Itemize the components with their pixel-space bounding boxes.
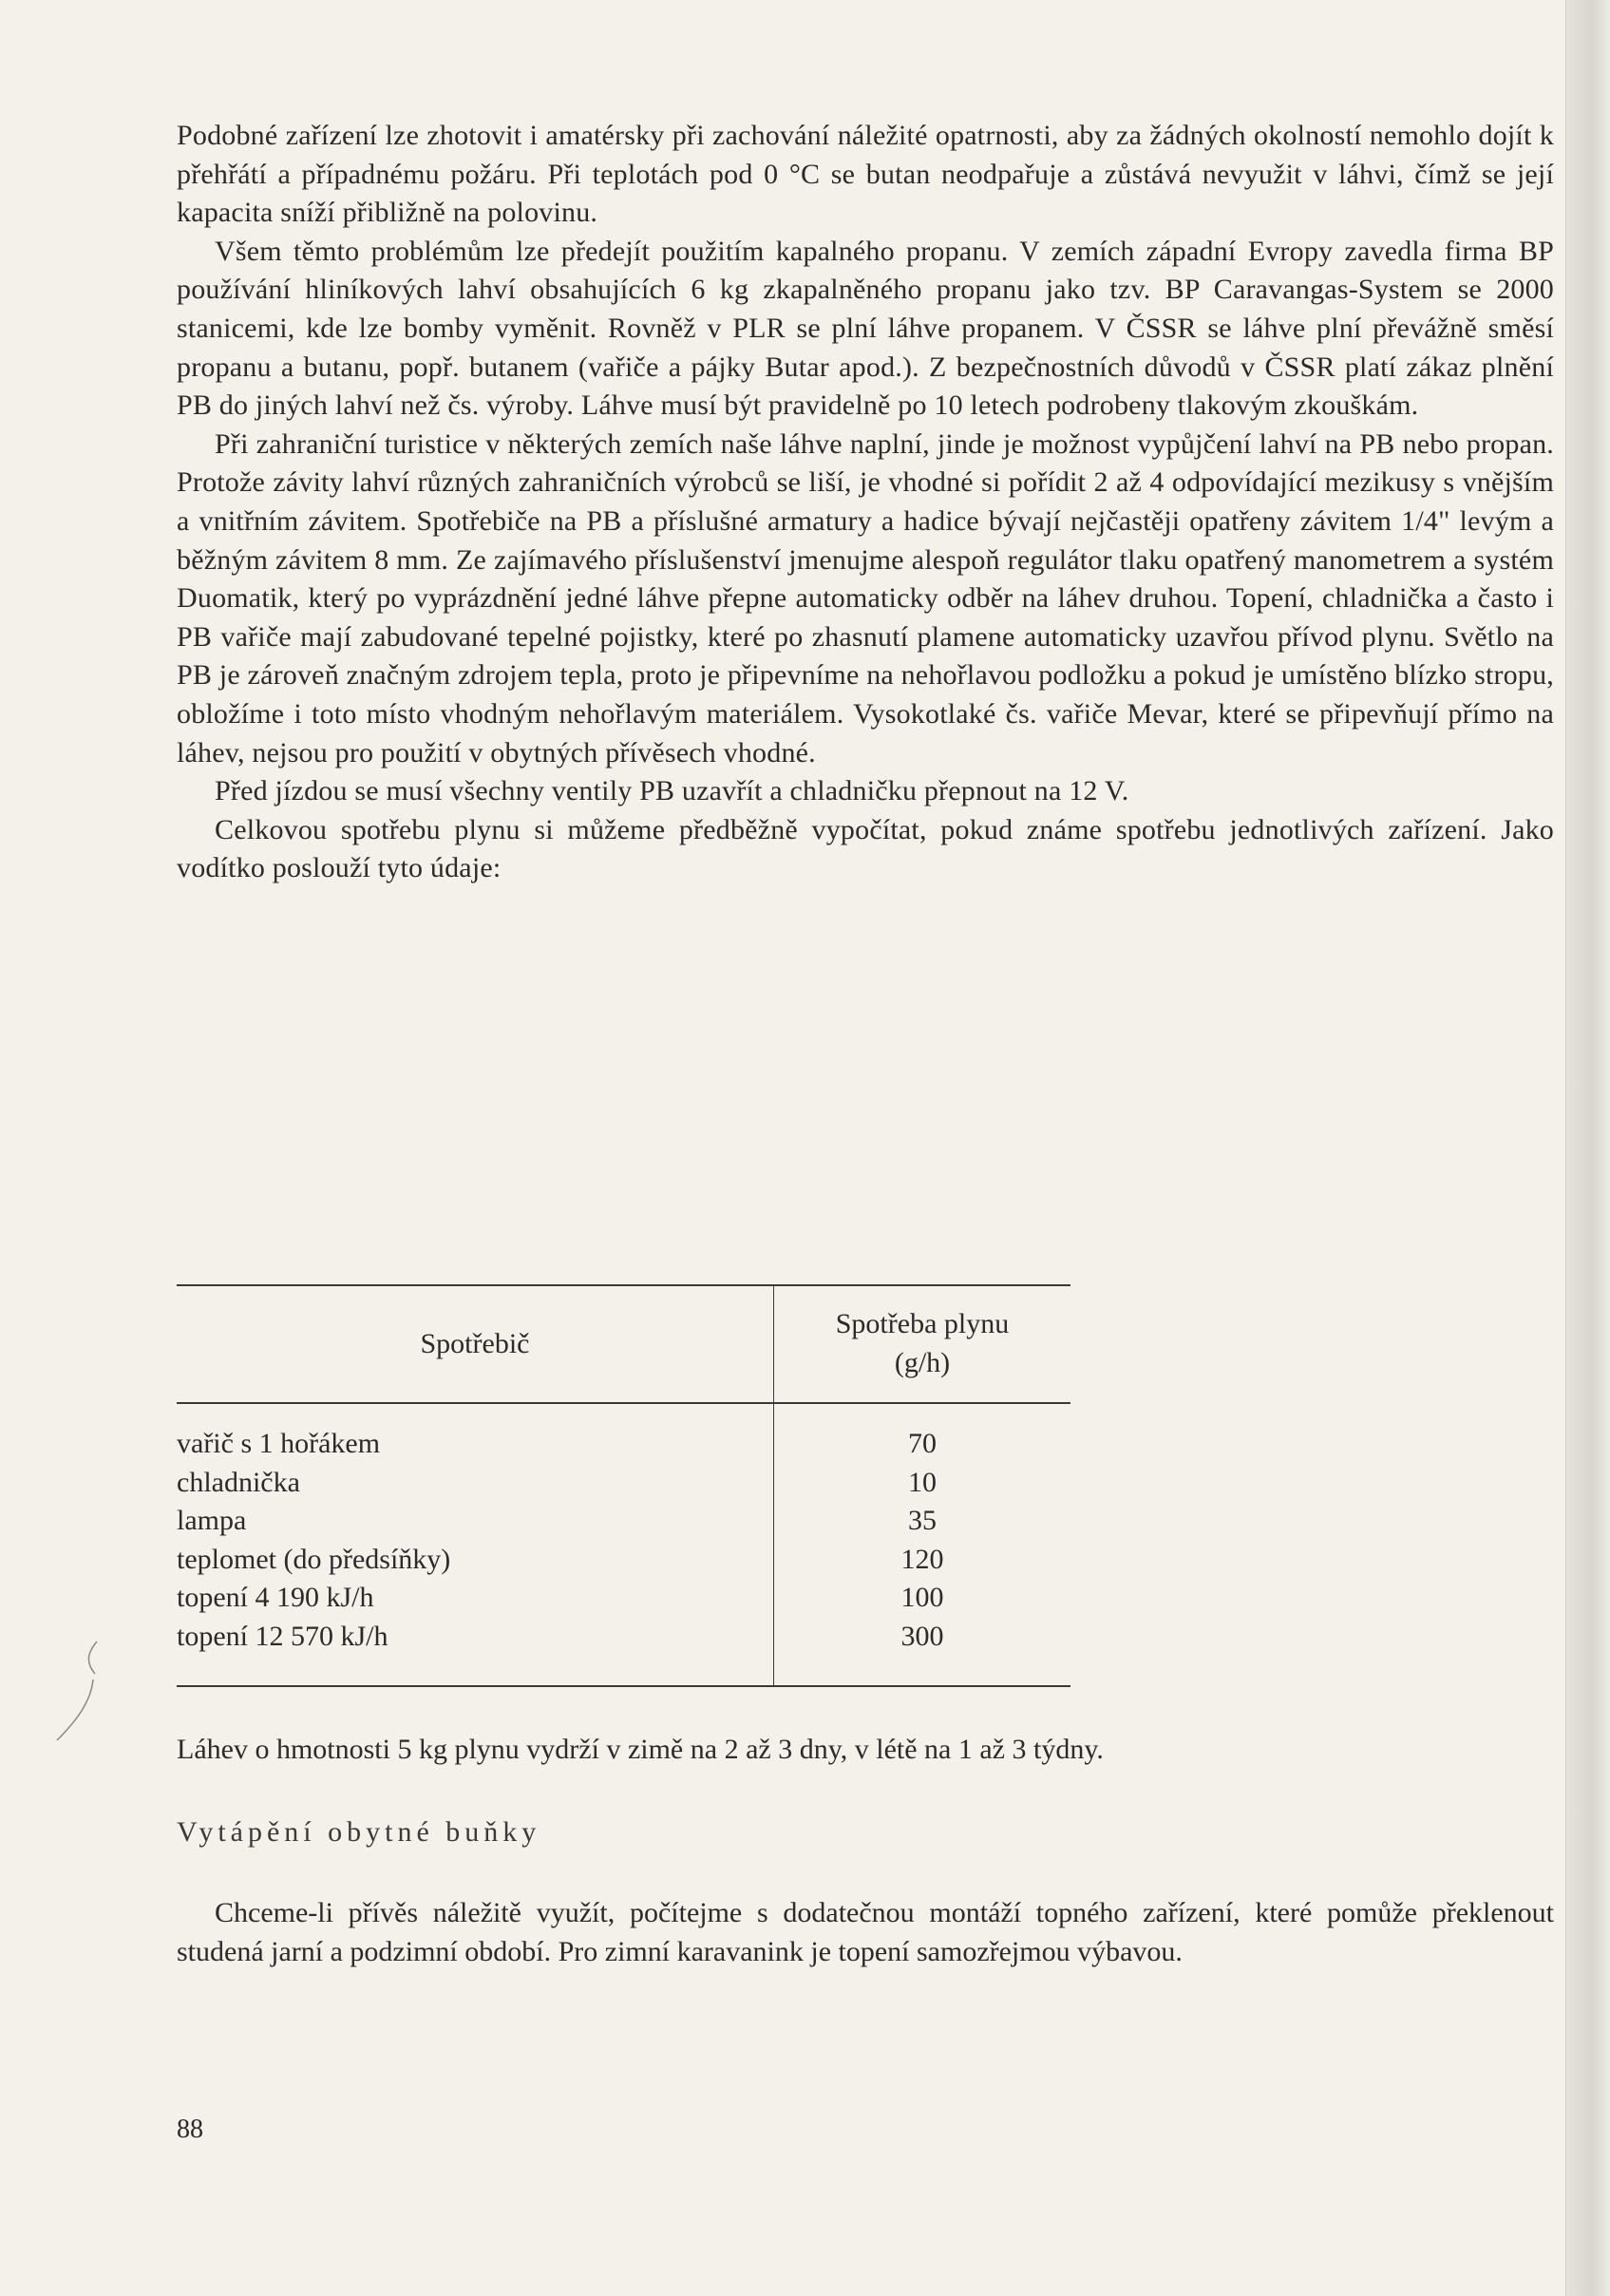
table-row: [177, 1464, 1070, 1503]
consumption-value: 35: [908, 1505, 937, 1537]
page-edge: [1565, 0, 1610, 2296]
consumption-value: 300: [774, 1618, 1071, 1686]
table-row: [177, 1541, 1070, 1580]
pencil-mark-icon: [49, 1634, 125, 1748]
paragraph: Všem těmto problémům lze předejít použitím kapalného propanu. V zemích západní Evropy zavedla firma BP používání hliníkových lahví obsahujících 6 kg zkapalněného propanu jako tzv. BP Caravangas-System se 2000 stanicemi, kde lze bomby vyměnit. Rovněž v PLR se plní láhve propanem. V ČSSR se láhve plní převážně směsí propanu a butanu, popř. butanem (vařiče a pájky Butar apod.). Z bezpečnostních důvodů v ČSSR platí zákaz plnění PB do jiných lahví než čs. výroby. Láhve musí být pravidelně po 10 letech podrobeny tlakovým zkouškám.: [177, 235, 1554, 422]
consumption-value: 70: [908, 1428, 937, 1459]
header-consumption-label: Spotřeba plynu (g/h): [835, 1308, 1010, 1378]
consumption-value: 10: [908, 1466, 937, 1498]
table-header-row: [177, 1285, 1070, 1403]
table-row: [177, 1403, 1070, 1464]
paragraph: Celkovou spotřebu plynu si můžeme předběžně vypočítat, pokud známe spotřebu jednotlivých zařízení. Jako vodítko poslouží tyto údaje:: [177, 813, 1554, 884]
paragraph: Při zahraniční turistice v některých zemích naše láhve naplní, jinde je možnost vypůjčení lahví na PB nebo propan. Protože závity lahví různých zahraničních výrobců se liší, je vhodné si pořídit 2 až 4 odpovídající mezikusy s vnějším a vnitřním závitem. Spotřebiče na PB a příslušné armatury a hadice bývají nejčastěji opatřeny závitem 1/4" levým a běžným závitem 8 mm. Ze zajímavého příslušenství jmenujme alespoň regulátor tlaku opatřený manometrem a systém Duomatik, který po vyprázdnění jedné láhve přepne automaticky odběr na láhev druhou. Topení, chladnička a často i PB vařiče mají zabudované tepelné pojistky, které po zhasnutí plamene automaticky uzavřou přívod plynu. Světlo na PB je zároveň značným zdrojem tepla, proto je připevníme na nehořlavou podložku a pokud je umístěno blízko stropu, obložíme i toto místo vhodným nehořlavým materiálem. Vysokotlaké čs. vařiče Mevar, které se připevňují přímo na láhev, nejsou pro použití v obytných přívěsech vhodné.: [177, 427, 1554, 768]
consumption-value: 100: [900, 1582, 944, 1614]
consumption-value: 120: [900, 1543, 944, 1575]
note-text: Láhev o hmotnosti 5 kg plynu vydrží v zimě na 2 až 3 dny, v létě na 1 až 3 týdny.: [177, 1734, 1104, 1765]
section-heading: Vytápění obytné buňky: [177, 1816, 541, 1848]
table-row: [177, 1502, 1070, 1541]
paragraph: Podobné zařízení lze zhotovit i amatérsky při zachování náležité opatrnosti, aby za žádných okolností nemohlo dojít k přehřátí a případnému požáru. Při teplotách pod 0 °C se butan neodpařuje a zůstává nevyužit v láhvi, čímž se její kapacita sníží přibližně na polovinu.: [177, 120, 1554, 229]
consumption-table-wrap: [177, 1284, 1554, 1687]
appliance-name: lampa: [177, 1502, 774, 1541]
appliance-name: vařič s 1 hořákem: [177, 1403, 774, 1464]
appliance-name: topení 4 190 kJ/h: [177, 1579, 774, 1618]
appliance-name: topení 12 570 kJ/h: [177, 1618, 774, 1686]
body-text: [177, 117, 1554, 888]
table-row: [177, 1618, 1070, 1686]
appliance-name: teplomet (do předsíňky): [177, 1541, 774, 1580]
section-intro: [177, 1893, 1554, 1971]
page-number: 88: [177, 2115, 203, 2144]
paragraph: Chceme-li přívěs náležitě využít, počítejme s dodatečnou montáží topného zařízení, které pomůže překlenout studená jarní a podzimní období. Pro zimní karavanink je topení samozřejmou výbavou.: [177, 1897, 1554, 1967]
header-consumption: [774, 1285, 1071, 1403]
table-row: [177, 1579, 1070, 1618]
consumption-table: [177, 1284, 1070, 1687]
paragraph: Před jízdou se musí všechny ventily PB uzavřít a chladničku přepnout na 12 V.: [215, 775, 1129, 807]
header-appliance: Spotřebič: [177, 1285, 774, 1403]
appliance-name: chladnička: [177, 1464, 774, 1503]
